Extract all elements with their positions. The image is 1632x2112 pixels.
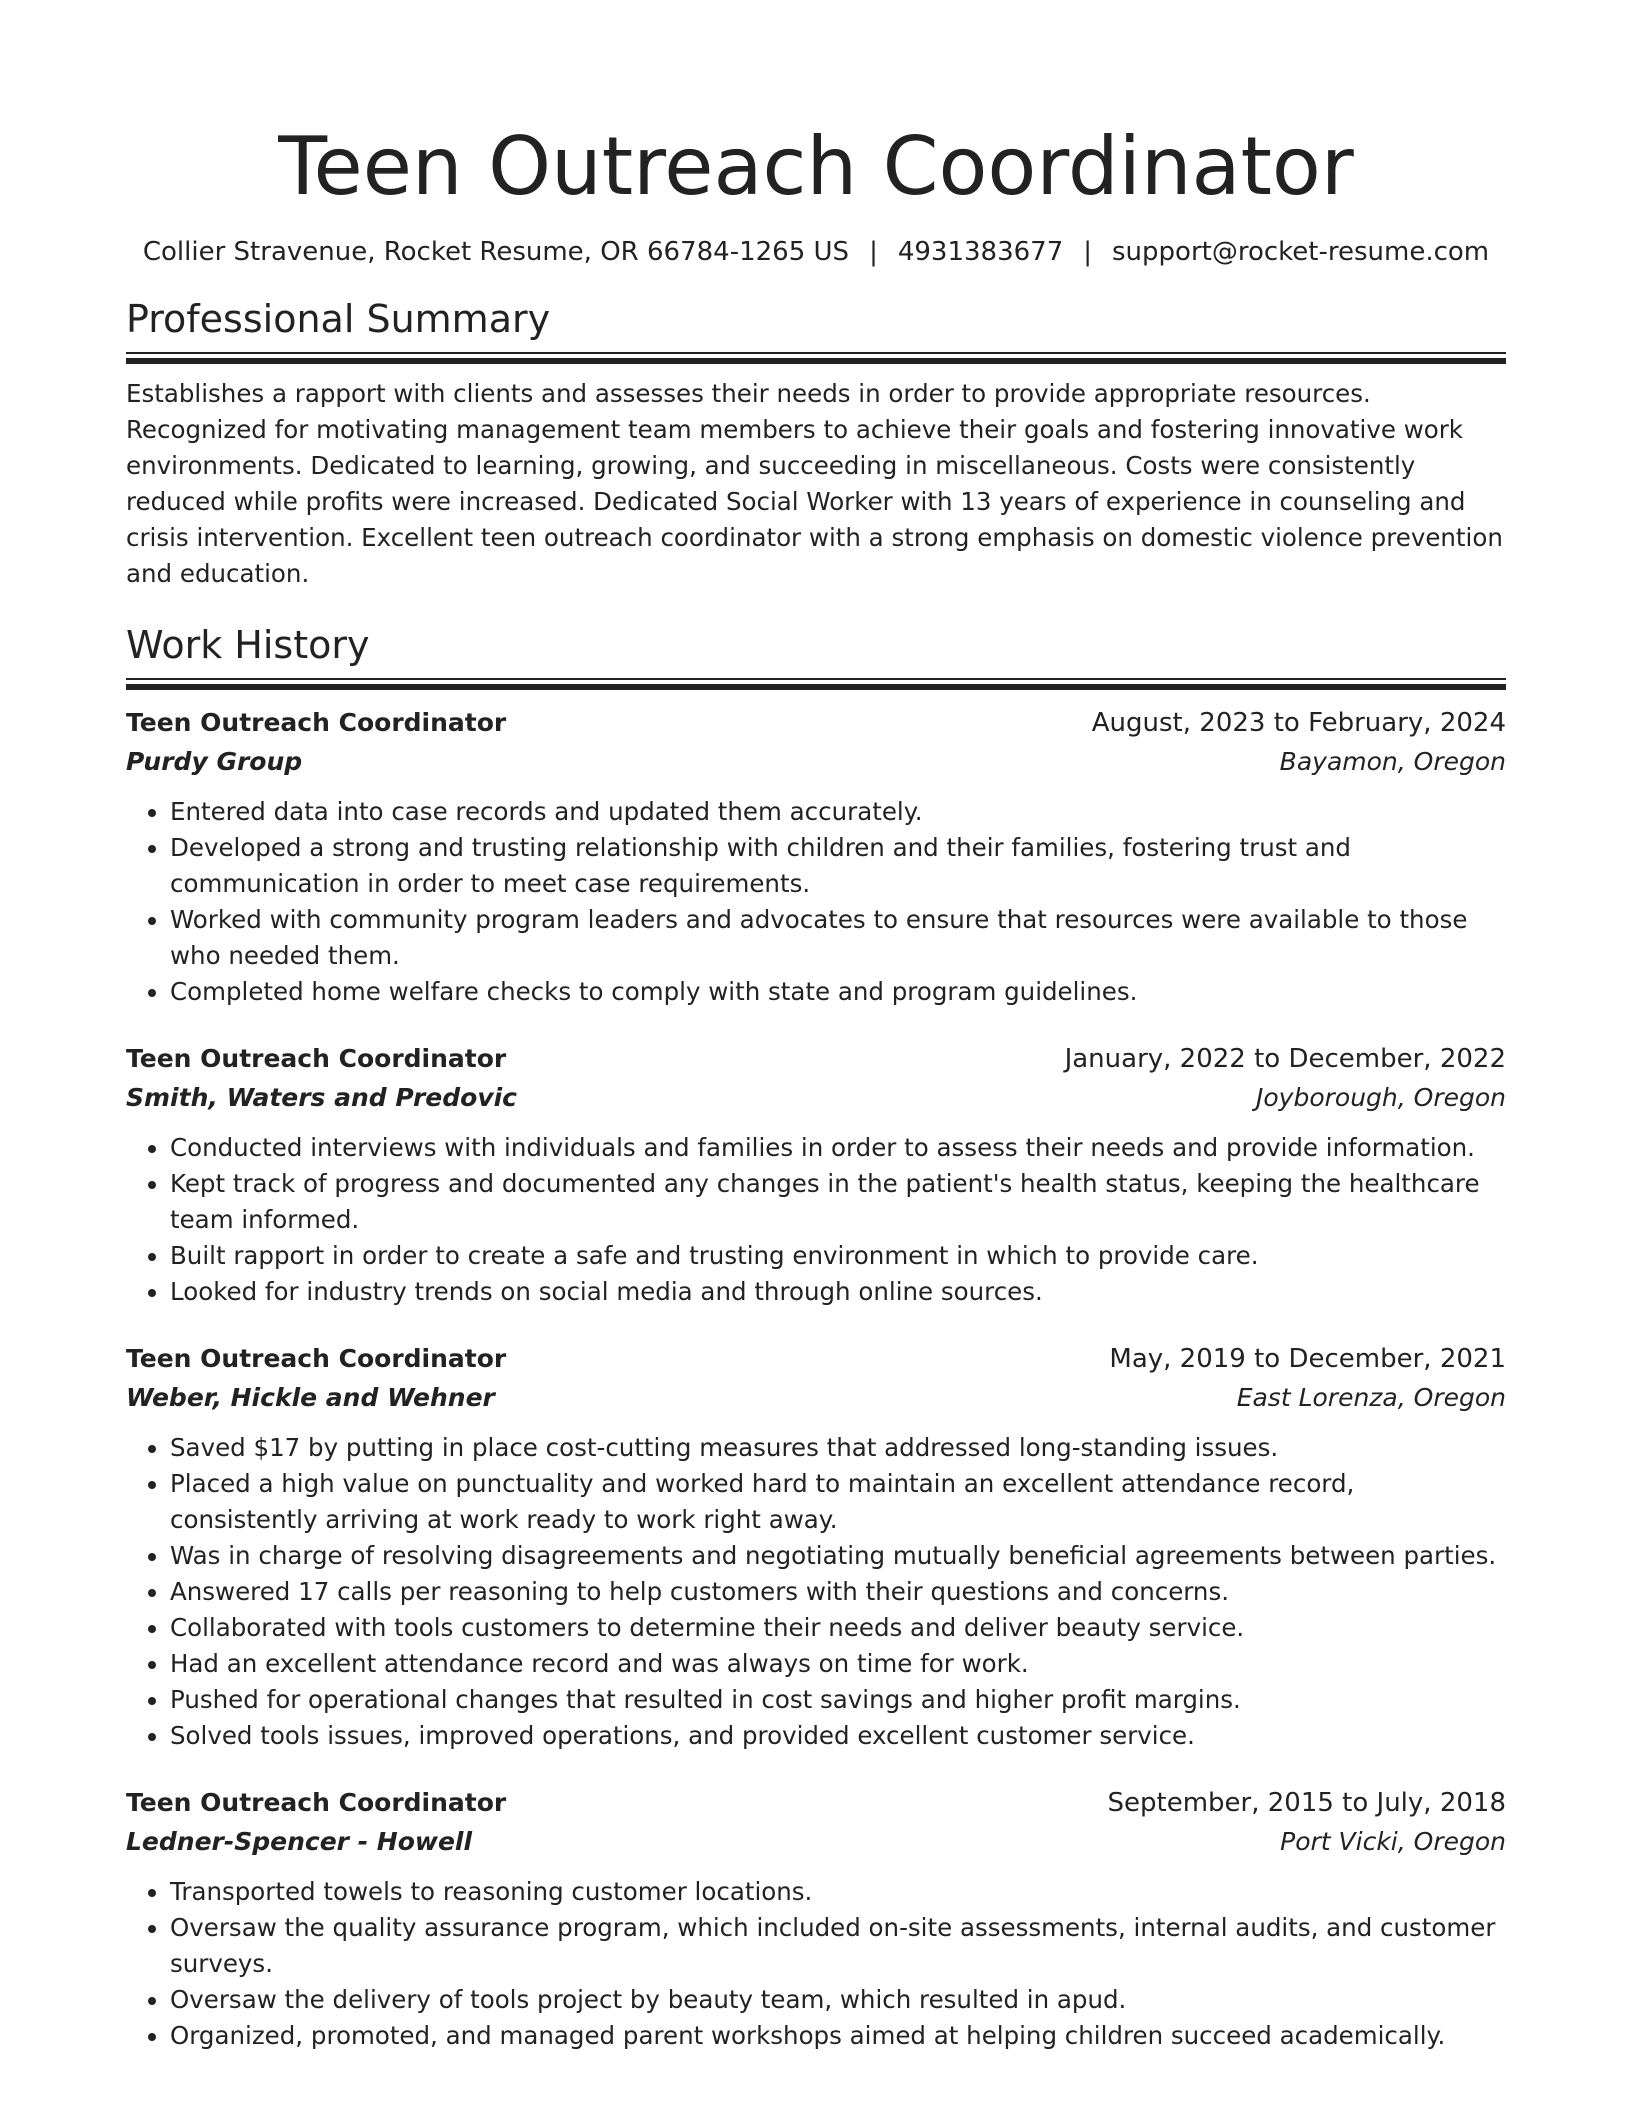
list-item: • Oversaw the delivery of tools project by beauty team, which resulted in apud.: [170, 1982, 1506, 2018]
job-dates: May, 2019 to December, 2021: [1109, 1344, 1506, 1374]
list-item: • Completed home welfare checks to comply with state and program guidelines.: [170, 974, 1506, 1010]
job-location: Port Vicki, Oregon: [1280, 1827, 1506, 1856]
work-history-heading: Work History: [126, 623, 370, 667]
list-item: • Had an excellent attendance record and was always on time for work.: [170, 1646, 1506, 1682]
contact-line: [126, 234, 1506, 270]
list-item: • Transported towels to reasoning customer locations.: [170, 1874, 1506, 1910]
job-bullets: [126, 794, 1506, 1010]
job-entry: [126, 1040, 1506, 1310]
summary-text: Establishes a rapport with clients and assesses their needs in order to provide appropriate resources. Recognized for motivating management team members to achieve their goals and fostering innovative work environments. Dedicated to learning, growing, and succeeding in miscellaneous. Costs were consistently reduced while profits were increased. Dedicated Social Worker with 13 years of experience in counseling and crisis intervention. Excellent teen outreach coordinator with a strong emphasis on domestic violence prevention and education.: [126, 379, 1503, 588]
list-item: • Pushed for operational changes that resulted in cost savings and higher profit margins.: [170, 1682, 1506, 1718]
job-company: Purdy Group: [126, 747, 303, 776]
job-company: Smith, Waters and Predovic: [126, 1083, 518, 1112]
list-item: • Collaborated with tools customers to determine their needs and deliver beauty service.: [170, 1610, 1506, 1646]
job-location: East Lorenza, Oregon: [1236, 1383, 1506, 1412]
job-entry: [126, 1340, 1506, 1754]
section-divider: [126, 352, 1506, 364]
job-dates: August, 2023 to February, 2024: [1091, 708, 1506, 738]
list-item: • Answered 17 calls per reasoning to help customers with their questions and concerns.: [170, 1574, 1506, 1610]
list-item: • Placed a high value on punctuality and worked hard to maintain an excellent attendance record, consistently arriving at work ready to work right away.: [170, 1466, 1506, 1538]
section-divider: [126, 678, 1506, 690]
contact-phone: 4931383677: [897, 237, 1064, 267]
contact-email: support@rocket-resume.com: [1112, 237, 1490, 267]
job-title: Teen Outreach Coordinator: [126, 708, 507, 737]
list-item: • Worked with community program leaders and advocates to ensure that resources were available to those who needed them.: [170, 902, 1506, 974]
job-location: Bayamon, Oregon: [1279, 747, 1506, 776]
work-history-section: [126, 622, 1506, 2054]
contact-address: Collier Stravenue, Rocket Resume, OR 66784-1265 US: [142, 237, 850, 267]
list-item: • Developed a strong and trusting relationship with children and their families, fostering trust and communication in order to meet case requirements.: [170, 830, 1506, 902]
summary-heading: Professional Summary: [126, 297, 551, 341]
list-item: • Looked for industry trends on social media and through online sources.: [170, 1274, 1506, 1310]
job-company: Ledner-Spencer - Howell: [126, 1827, 473, 1856]
list-item: • Entered data into case records and updated them accurately.: [170, 794, 1506, 830]
job-entry: [126, 704, 1506, 1010]
list-item: • Was in charge of resolving disagreements and negotiating mutually beneficial agreements between parties.: [170, 1538, 1506, 1574]
resume-name: Teen Outreach Coordinator: [278, 120, 1354, 213]
contact-separator: |: [869, 237, 878, 267]
job-title: Teen Outreach Coordinator: [126, 1044, 507, 1073]
list-item: • Organized, promoted, and managed parent workshops aimed at helping children succeed academically.: [170, 2018, 1506, 2054]
job-title: Teen Outreach Coordinator: [126, 1344, 507, 1373]
job-entry: [126, 1784, 1506, 2054]
list-item: • Conducted interviews with individuals and families in order to assess their needs and provide information.: [170, 1130, 1506, 1166]
list-item: • Kept track of progress and documented any changes in the patient's health status, keeping the healthcare team informed.: [170, 1166, 1506, 1238]
list-item: • Saved $17 by putting in place cost-cutting measures that addressed long-standing issues.: [170, 1430, 1506, 1466]
job-bullets: [126, 1874, 1506, 2054]
job-company: Weber, Hickle and Wehner: [126, 1383, 495, 1412]
job-title: Teen Outreach Coordinator: [126, 1788, 507, 1817]
job-dates: September, 2015 to July, 2018: [1107, 1788, 1506, 1818]
list-item: • Oversaw the quality assurance program, which included on-site assessments, internal audits, and customer surveys.: [170, 1910, 1506, 1982]
job-location: Joyborough, Oregon: [1256, 1083, 1506, 1112]
job-dates: January, 2022 to December, 2022: [1064, 1044, 1506, 1074]
job-bullets: [126, 1130, 1506, 1310]
summary-section: [126, 296, 1506, 592]
contact-separator: |: [1083, 237, 1093, 267]
job-bullets: [126, 1430, 1506, 1754]
list-item: • Solved tools issues, improved operations, and provided excellent customer service.: [170, 1718, 1506, 1754]
list-item: • Built rapport in order to create a safe and trusting environment in which to provide care.: [170, 1238, 1506, 1274]
